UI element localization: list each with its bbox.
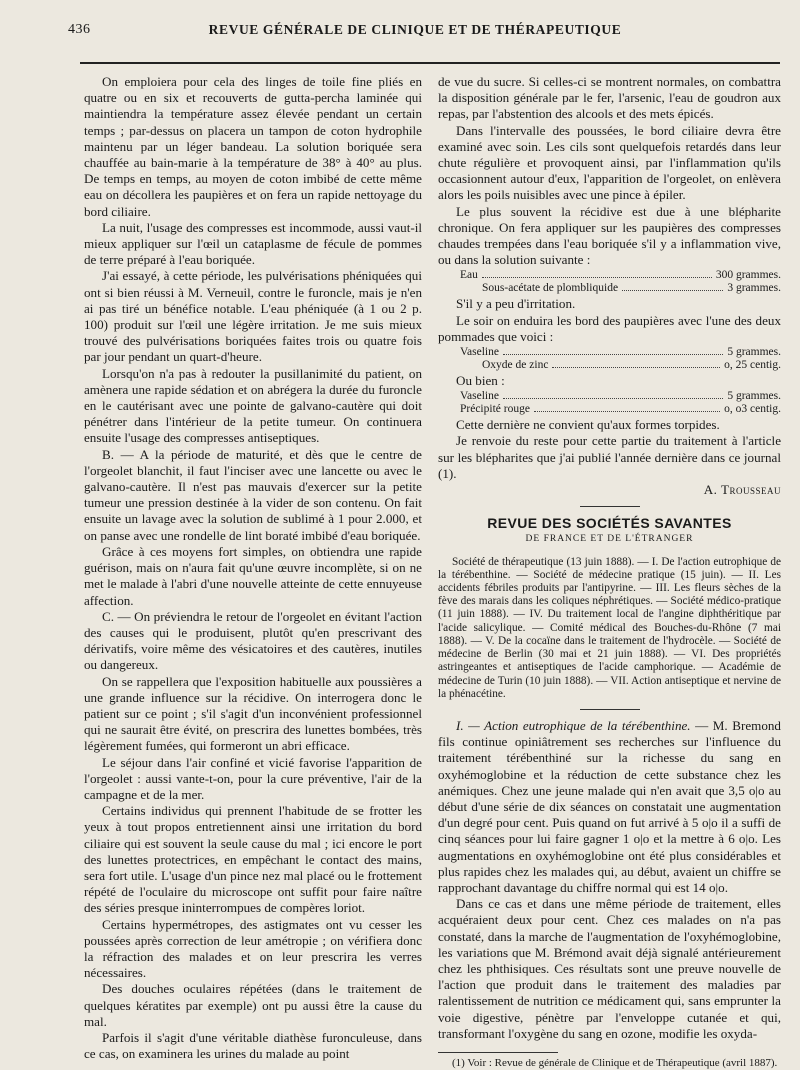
- paragraph: Des douches oculaires répétées (dans le traitement de quelques kératites par exemple) ont pu aussi être la cause du mal.: [84, 981, 422, 1029]
- formula-lead-solution: [460, 269, 781, 295]
- footnote-text: (1) Voir : Revue de générale de Clinique et de Thérapeutique (avril 1887).: [452, 1056, 778, 1069]
- left-column: [84, 74, 422, 1062]
- ingredient-name: Précipité rouge: [460, 403, 530, 416]
- article-body: — M. Bremond fils continue opiniâtrement ses recherches sur l'influence du traitement térébenthiné sur la richesse du sang en oxyhémoglobine et la réduction de cette substance chez les anémiques. Chez une jeune malade qui n'en avait que 3,5 o|o au début d'une série de dix séances on constatait une augmentation d'un degré pour cent. Puis quand on fut arrivé à 5 o|o il a suffi de cinq séances pour lui faire gagner 1 o|o et la mettre à 6 o|o. Les augmentations en oxyhémoglobine ont été plus considérables et plus rapides chez les malades qui, au début, avaient un chiffre se rapprochant davantage du chiffre normal qui est 14 o|o.: [438, 717, 781, 895]
- formula-row: [460, 403, 781, 416]
- paragraph: Cette dernière ne convient qu'aux formes torpides.: [456, 417, 720, 433]
- header-rule: [80, 62, 780, 64]
- ingredient-name: Oxyde de zinc: [482, 359, 549, 372]
- paragraph: Grâce à ces moyens fort simples, on obtiendra une rapide guérison, mais on n'aura fait qu'une œuvre incomplète, si on ne met le malade à l'abri d'une nouvelle atteinte de cette ennuyeuse affection.: [84, 543, 422, 608]
- summary-text: Société de thérapeutique (13 juin 1888). — I. De l'action eutrophique de la térébenthine. — Société de médecine pratique (15 juin). — II. Les accidents fébriles produits par l'antipyrine. — III. Les fleurs sèches de la fève des marais dans les coliques néphrétiques. — Société médico-pratique (11 juin 1888). — IV. Du traitement local de l'angine diphthéritique par l'acide salicylique. — Comité médical des Bouches-du-Rhône (7 mai 1888). — V. De la cocaïne dans le traitement de l'hydrocèle. — Société de médecine de Berlin (30 mai et 21 juin 1888). — VI. Des propriétés astringeantes et antiseptiques de l'acide camphorique. — Académie de médecine de Turin (10 juin 1888). — VII. Action antiseptique et nervine de la phénacétine.: [438, 555, 781, 700]
- page-number: 436: [68, 22, 91, 37]
- article-paragraph: Dans ce cas et dans une même période de traitement, elles acquéraient deux pour cent. Chez ces malades on n'a pas constaté, dans la marche de l'augmentation de l'oxyhémoglobine, les variations que M. Brémond avait déjà signalé antérieurement chez les phthisiques. Ces résultats sont une preuve nouvelle de l'action que produit dans le traitement des maladies par ralentissement de nutrition ce médicament qui, sans emprunter la voie digestive, pénètre par l'enveloppe cutanée et qui, transformant l'oxygène du sang en ozone, modifie les oxyda-: [438, 896, 781, 1041]
- section-title: REVUE DES SOCIÉTÉS SAVANTES: [487, 515, 732, 532]
- article-paragraph: [438, 718, 781, 896]
- paragraph: Certains hypermétropes, des astigmates ont vu cesser les poussées après correction de leur amétropie ; on vérifiera donc la réfraction des malades et on leur prescrira les verres nécessaires.: [84, 916, 422, 981]
- author-signature: A. Trousseau: [703, 482, 781, 498]
- paragraph: B. — A la période de maturité, et dès que le centre de l'orgeolet blanchit, il faut l'inciser avec une lancette ou avec le galvano-cautère. Il n'est pas mauvais d'exercer sur la petite tumeur une pression destinée à la vider de son contenu. On fait ensuite un lavage avec la solution de sublimé à 1 pour 2.000, et on panse avec une rondelle de lint boraté imbibé d'eau boriquée.: [84, 446, 422, 543]
- paragraph: S'il y a peu d'irritation.: [456, 296, 576, 312]
- footnote-rule: [438, 1052, 558, 1053]
- section-summary: [438, 556, 781, 701]
- signature-line: [438, 482, 781, 498]
- page-header: [68, 22, 762, 46]
- paragraph: Parfois il s'agit d'une véritable diathèse furonculeuse, dans ce cas, on examinera les urines du malade au point: [84, 1029, 422, 1062]
- formula-red-precipitate: [460, 390, 781, 416]
- ingredient-qty: 5 grammes.: [727, 390, 781, 403]
- paragraph: Le séjour dans l'air confiné et vicié favorise l'apparition de l'orgeolet : aussi vante-t-on, pour la cure préventive, l'air de la campagne et de la mer.: [84, 754, 422, 802]
- ingredient-qty: 300 grammes.: [715, 269, 781, 282]
- ingredient-name: Vaseline: [460, 346, 499, 359]
- paragraph: Dans l'intervalle des poussées, le bord ciliaire devra être examiné avec soin. Les cils sont quelquefois retardés dans leur chute régulière et provoquent ainsi, par l'inflammation qu'ils occasionnent autour d'eux, l'apparition de l'orgeolet, on enlèvera alors les poils nuisibles avec une pince à épiler.: [438, 122, 781, 203]
- paragraph: C. — On préviendra le retour de l'orgeolet en évitant l'action des causes qui le produisent, plutôt qu'en prescrivant des dérivatifs, voire même des vésicatoires et des cautères, inutiles ou dangereux.: [84, 608, 422, 673]
- ingredient-qty: 3 grammes.: [727, 282, 781, 295]
- leader-dots: [503, 346, 723, 355]
- section-divider: [580, 506, 640, 507]
- ingredient-name: Vaseline: [460, 390, 499, 403]
- section-subtitle: DE FRANCE ET DE L'ÉTRANGER: [525, 534, 694, 545]
- summary-divider: [580, 709, 640, 710]
- running-title: REVUE GÉNÉRALE DE CLINIQUE ET DE THÉRAPEUTIQUE: [208, 22, 622, 37]
- paragraph: On emploiera pour cela des linges de toile fine pliés en quatre ou en six et recouverts de gutta-percha laminée qui maintiendra la température assez élevée pendant un certain temps ; par-dessus on placera un tampon de coton hydrophile maintenu par un léger bandeau. La solution boriquée sera chauffée au bain-marie à la température de 38° à 40° au plus. De temps en temps, au moyen de coton imbibé de cette même eau on décollera les paupières et on fera un rapide nettoyage du bord ciliaire.: [84, 74, 422, 219]
- ingredient-qty: o, o3 centig.: [724, 403, 781, 416]
- ingredient-name: Eau: [460, 269, 478, 282]
- ingredient-name: Sous-acétate de plombliquide: [482, 282, 619, 295]
- right-column: [438, 74, 781, 1070]
- paragraph: Ou bien :: [456, 373, 505, 389]
- formula-row: [460, 390, 781, 403]
- leader-dots: [503, 390, 723, 399]
- paragraph: de vue du sucre. Si celles-ci se montrent normales, on combattra la disposition générale par le fer, l'arsenic, l'eau de goudron aux repas, par l'abstention des alcools et des mets épicés.: [438, 74, 781, 122]
- formula-row: [460, 346, 781, 359]
- paragraph: La nuit, l'usage des compresses est incommode, aussi vaut-il mieux appliquer sur l'œil un cataplasme de fécule de pommes de terre préparé à l'eau boriquée.: [84, 219, 422, 268]
- ingredient-qty: o, 25 centig.: [724, 359, 781, 372]
- paragraph: Le soir on enduira les bord des paupières avec l'une des deux pommades que voici :: [438, 312, 781, 344]
- paragraph: J'ai essayé, à cette période, les pulvérisations phéniquées qui ont si bien réussi à M. Verneuil, contre le furoncle, mais je n'en ai pas tiré un bénéfice notable. L'eau phéniquée (à 1 ou 2 p. 100) produit sur l'œil une légère irritation. Je me suis mieux trouvé des pulvérisations boriquées faites trois ou quatre fois par jour pendant un quart-d'heure.: [84, 268, 422, 365]
- leader-dots: [552, 359, 720, 368]
- paragraph: Je renvoie du reste pour cette partie du traitement à l'article sur les blépharites que j'ai publié l'année dernière dans ce journal (1).: [438, 433, 781, 481]
- leader-dots: [534, 403, 720, 412]
- paragraph: On se rappellera que l'exposition habituelle aux poussières a une grande influence sur la récidive. On interrogera donc le patient sur ce point ; s'il s'agit d'un inconvénient professionnel qui ne saurait être évité, on prescrira des lunettes bombées, très légèrement fumées, qui formeront un abri efficace.: [84, 673, 422, 754]
- ingredient-qty: 5 grammes.: [727, 346, 781, 359]
- formula-zinc-ointment: [460, 346, 781, 372]
- formula-row: [460, 282, 781, 295]
- formula-row: [460, 359, 781, 372]
- article-heading: I. — Action eutrophique de la térébenthine.: [456, 717, 691, 733]
- formula-row: [460, 269, 781, 282]
- paragraph: Le plus souvent la récidive est due à une blépharite chronique. On fera appliquer sur les paupières des compresses chaudes trempées dans l'eau boriquée s'il y a inflammation vive, ou dans la solution suivante :: [438, 203, 781, 268]
- footnote: [438, 1057, 781, 1070]
- paragraph: Certains individus qui prennent l'habitude de se frotter les yeux à tout propos entretiennent ainsi une irritation du bord ciliaire qui est souvent la seule cause du mal ; ici encore le port des lunettes protectrices, en empêchant le contact des mains, sera fort utile. L'usage d'un pince nez mal placé ou le frottement répété de l'oculaire du microscope ont suffit pour faire naître des séries presque ininterrompues de compères loriot.: [84, 803, 422, 916]
- paragraph: Lorsqu'on n'a pas à redouter la pusillanimité du patient, on amènera une rapide sédation et on abrégera la durée du furoncle en le cautérisant avec une pointe de galvano-cautère qui doit pénétrer dans l'intérieur de la petite tumeur. On continuera ensuite l'usage des compresses antiseptiques.: [84, 365, 422, 446]
- leader-dots: [622, 282, 723, 291]
- leader-dots: [482, 269, 712, 278]
